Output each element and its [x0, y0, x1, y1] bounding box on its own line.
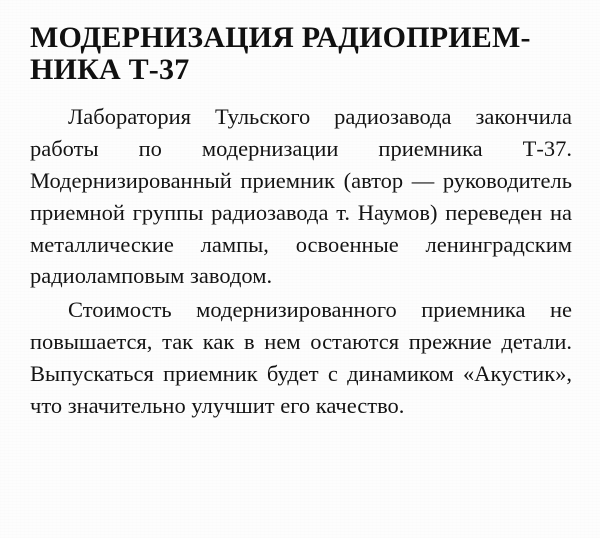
page-title-line-1: МОДЕРНИЗАЦИЯ РАДИОПРИЕМ-	[30, 21, 531, 54]
article-paragraph-1: Лаборатория Тульского радиозавода закончила работы по модернизации приемника Т-37. Модернизированный приемник (автор — руководитель приемной группы радиозавода т. Наумов) переведен на металлические лампы, освоенные ленинградским радиоламповым заводом.	[30, 103, 572, 289]
page-title-line-2: НИКА Т-37	[30, 53, 190, 87]
article-body	[30, 101, 572, 422]
page-title	[30, 22, 572, 87]
article-paragraph-2: Стоимость модернизированного приемника не повышается, так как в нем остаются прежние детали. Выпускаться приемник будет с динамиком «Акустик», что значительно улучшит его качество.	[30, 297, 572, 419]
